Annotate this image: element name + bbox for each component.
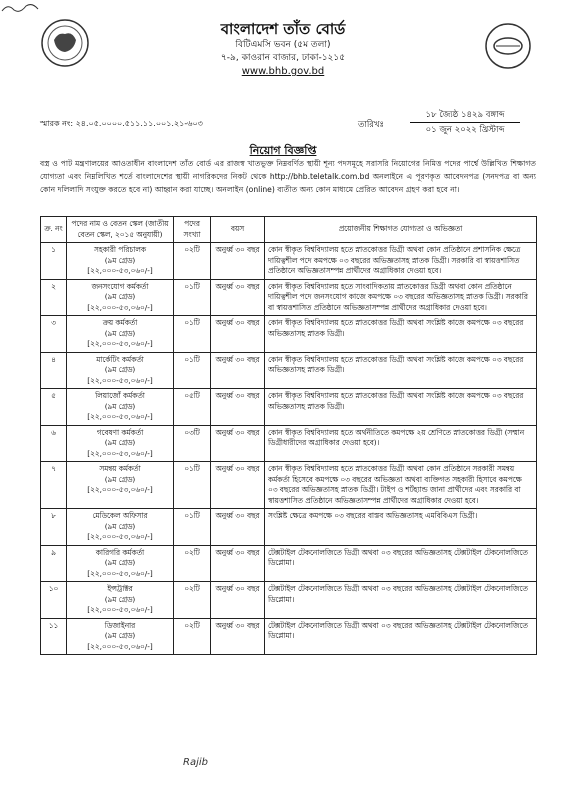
cell-age: অনুর্ধ্ব ৩০ বছর — [211, 462, 265, 509]
post-grade: (৯ম গ্রেড) — [104, 631, 136, 640]
date-label: তারিখঃ — [358, 120, 385, 130]
post-grade: (৯ম গ্রেড) — [104, 365, 136, 374]
post-grade: (৯ম গ্রেড) — [104, 292, 136, 301]
cell-serial: ৯ — [41, 545, 67, 582]
cell-age: অনুর্ধ্ব ৩০ বছর — [211, 618, 265, 655]
table-row — [41, 425, 537, 462]
date-english: ০১ জুন ২০২২ খ্রিস্টাব্দ — [425, 125, 505, 135]
cell-count: ০১টি — [174, 509, 211, 546]
cell-serial: ৩ — [41, 316, 67, 353]
notice-title: নিয়োগ বিজ্ঞপ্তি — [249, 144, 317, 157]
date-block — [410, 108, 520, 137]
header-count: পদের সংখ্যা — [174, 217, 211, 243]
post-grade: (৯ম গ্রেড) — [104, 594, 136, 604]
cell-qualification: কোন স্বীকৃত বিশ্ববিদ্যালয় হতে স্নাতকোত্তর ডিগ্রী অথবা সংশ্লিষ্ট কাজে কমপক্ষে ০৩ বছরের অভিজ্ঞতাসহ স্নাতক ডিগ্রী। — [265, 352, 537, 389]
letterhead — [150, 20, 416, 78]
handloom-board-logo-icon — [484, 22, 532, 70]
org-name: বাংলাদেশ তাঁত বোর্ড — [220, 20, 346, 38]
cell-serial: ১০ — [41, 582, 67, 619]
cell-post — [67, 618, 174, 655]
cell-age: অনুর্ধ্ব ৩০ বছর — [211, 316, 265, 353]
cell-post — [67, 389, 174, 426]
cell-age: অনুর্ধ্ব ৩০ বছর — [211, 352, 265, 389]
table-row — [41, 462, 537, 509]
post-scale: [২২,০০০-৫৩,০৬০/-] — [87, 302, 153, 312]
table-row — [41, 279, 537, 316]
cell-serial: ৬ — [41, 425, 67, 462]
post-grade: (৯ম গ্রেড) — [104, 255, 136, 265]
table-row — [41, 618, 537, 655]
table-row — [41, 389, 537, 426]
notice-intro: বস্ত্র ও পাট মন্ত্রণালয়ের আওতাধীন বাংলাদেশ তাঁত বোর্ড এর রাজস্ব খাতভুক্ত নিম্নবর্ণিত স্থায়ী শূন্য পদসমূহে সরাসরি নিয়োগের নিমিত্ত পদের পার্শ্বে উল্লিখিত শিক্ষাগত যোগ্যতা এবং নিম্নলিখিত শর্তে বাংলাদেশের স্থায়ী নাগরিকদের নিকট থেকে http://bhb.teletalk.com.bd অনলাইনে এ পূরণকৃত আবেদনপত্র (সনদপত্র বা অন্য কোন দলিলাদি সংযুক্ত করতে হবে না) আহ্বান করা যাচ্ছে। অনলাইন (online) ব্যতীত অন্য কোন মাধ্যমে প্রেরিত আবেদন গ্রহণ করা হবে না। — [40, 159, 536, 194]
cell-age: অনুর্ধ্ব ৩০ বছর — [211, 279, 265, 316]
cell-post — [67, 509, 174, 546]
cell-count: ০১টি — [174, 462, 211, 509]
post-name: জনসংযোগ কর্মকর্তা — [91, 281, 149, 291]
cell-count: ০১টি — [174, 279, 211, 316]
cell-count: ০১টি — [174, 352, 211, 389]
cell-post — [67, 462, 174, 509]
table-row — [41, 582, 537, 619]
header-qualification: প্রয়োজনীয় শিক্ষাগত যোগ্যতা ও অভিজ্ঞতা — [265, 217, 537, 243]
cell-age: অনুর্ধ্ব ৩০ বছর — [211, 509, 265, 546]
table-row — [41, 316, 537, 353]
cell-qualification: টেক্সটাইল টেকনোলজিতে ডিগ্রী অথবা ০৩ বছরের অভিজ্ঞতাসহ টেক্সটাইল টেকনোলজিতে ডিপ্লোমা। — [265, 545, 537, 582]
cell-serial: ৮ — [41, 509, 67, 546]
post-scale: [২২,০০০-৫৩,০৬০/-] — [87, 568, 153, 578]
post-name: ডিজাইনার — [104, 620, 136, 630]
table-row — [41, 545, 537, 582]
cell-count: ০৫টি — [174, 389, 211, 426]
building-name: বিটিএমসি ভবন (৫ম তলা) — [235, 40, 331, 50]
post-scale: [২২,০০০-৫৩,০৬০/-] — [87, 412, 153, 421]
post-scale: [২২,০০০-৫৩,০৬০/-] — [87, 339, 153, 348]
cell-post — [67, 279, 174, 316]
header-post: পদের নাম ও বেতন স্কেল (জাতীয় বেতন স্কেল, ২০১৫ অনুযায়ী) — [67, 217, 174, 243]
cell-qualification: সংশ্লিষ্ট ক্ষেত্রে কমপক্ষে ০৩ বছরের বাস্তব অভিজ্ঞতাসহ এমবিবিএস ডিগ্রী। — [265, 509, 537, 546]
post-name: মার্কেটিং কর্মকর্তা — [96, 354, 144, 364]
cell-count: ০৩টি — [174, 425, 211, 462]
post-name: মেডিকেল অফিসার — [92, 511, 148, 520]
cell-serial: ৪ — [41, 352, 67, 389]
post-name: ক্রয় কর্মকর্তা — [102, 318, 138, 327]
cell-serial: ২ — [41, 279, 67, 316]
cell-serial: ১১ — [41, 618, 67, 655]
cell-age: অনুর্ধ্ব ৩০ বছর — [211, 582, 265, 619]
post-grade: (৯ম গ্রেড) — [104, 438, 136, 447]
table-row — [41, 352, 537, 389]
post-grade: (৯ম গ্রেড) — [104, 401, 136, 411]
post-grade: (৯ম গ্রেড) — [104, 558, 136, 567]
table-header-row — [41, 217, 537, 243]
vacancy-table — [40, 216, 537, 655]
post-name: ইন্সট্রাক্টর — [107, 584, 133, 593]
post-scale: [২২,০০০-৫৩,০৬০/-] — [87, 485, 153, 494]
cell-count: ০২টি — [174, 243, 211, 280]
post-grade: (৯ম গ্রেড) — [104, 328, 136, 338]
cell-serial: ৭ — [41, 462, 67, 509]
cell-qualification: কোন স্বীকৃত বিশ্ববিদ্যালয় হতে স্নাতকোত্তর ডিগ্রী অথবা কোন প্রতিষ্ঠানে সরকারী সমন্বয় কর্মকর্তা হিসেবে কমপক্ষে ০৩ বছরের অভিজ্ঞতা অথবা ব্যক্তিগত সহকারী হিসাবে কমপক্ষে ০৩ বছরের অভিজ্ঞতাসহ স্নাতক ডিগ্রী। টাইপ ও শর্টহ্যান্ড জানা প্রার্থীদের এবং সরকারি বা স্বায়ত্তশাসিত প্রতিষ্ঠানে অভিজ্ঞতাসম্পন্ন প্রার্থীদের অগ্রাধিকার দেওয়া হবে। — [265, 462, 537, 509]
cell-qualification: কোন স্বীকৃত বিশ্ববিদ্যালয় হতে সাংবাদিকতায় স্নাতকোত্তর ডিগ্রী অথবা কোন প্রতিষ্ঠানে দায়িত্বশীল পদে জনসংযোগ কাজে কমপক্ষে ০৩ বছরের অভিজ্ঞতাসহ স্নাতক ডিগ্রী। সরকারি বা স্বায়ত্তশাসিত প্রতিষ্ঠানে অভিজ্ঞতাসম্পন্ন প্রার্থীদের অগ্রাধিকার দেওয়া হবে। — [265, 279, 537, 316]
cell-qualification: কোন স্বীকৃত বিশ্ববিদ্যালয় হতে স্নাতকোত্তর ডিগ্রী অথবা সংশ্লিষ্ট কাজে কমপক্ষে ০৩ বছরের অভিজ্ঞতাসহ স্নাতক ডিগ্রী। — [265, 389, 537, 426]
website-link[interactable]: www.bhb.gov.bd — [241, 66, 325, 77]
date-bangla: ১৮ জ্যৈষ্ঠ ১৪২৯ বঙ্গাব্দ — [410, 108, 520, 123]
cell-age: অনুর্ধ্ব ৩০ বছর — [211, 425, 265, 462]
cell-count: ০২টি — [174, 618, 211, 655]
cell-post — [67, 425, 174, 462]
cell-post — [67, 243, 174, 280]
post-scale: [২২,০০০-৫৩,০৬০/-] — [87, 448, 153, 458]
post-scale: [২২,০০০-৫৩,০৬০/-] — [87, 605, 153, 614]
cell-qualification: কোন স্বীকৃত বিশ্ববিদ্যালয় হতে স্নাতকোত্তর ডিগ্রী অথবা কোন প্রতিষ্ঠানে প্রশাসনিক ক্ষেত্রে দায়িত্বশীল পদে কমপক্ষে ০৩ বছরের অভিজ্ঞতাসহ স্নাতক ডিগ্রী। সরকারি বা স্বায়ত্তশাসিত প্রতিষ্ঠানে অভিজ্ঞতাসম্পন্ন প্রার্থীদের অগ্রাধিকার দেওয়া হবে। — [265, 243, 537, 280]
cell-qualification: টেক্সটাইল টেকনোলজিতে ডিগ্রী অথবা ০৩ বছরের অভিজ্ঞতাসহ টেক্সটাইল টেকনোলজিতে ডিপ্লোমা। — [265, 582, 537, 619]
signature-right-mark — [0, 1, 40, 15]
cell-count: ০২টি — [174, 545, 211, 582]
post-grade: (৯ম গ্রেড) — [104, 521, 136, 531]
cell-count: ০১টি — [174, 316, 211, 353]
post-scale: [২২,০০০-৫৩,০৬০/-] — [87, 532, 153, 541]
cell-post — [67, 582, 174, 619]
post-name: গবেষণা কর্মকর্তা — [96, 427, 144, 437]
cell-serial: ৫ — [41, 389, 67, 426]
post-name: কারিগরি কর্মকর্তা — [95, 547, 145, 557]
cell-count: ০২টি — [174, 582, 211, 619]
post-grade: (৯ম গ্রেড) — [104, 474, 136, 484]
cell-age: অনুর্ধ্ব ৩০ বছর — [211, 243, 265, 280]
header-age: বয়স — [211, 217, 265, 243]
cell-serial: ১ — [41, 243, 67, 280]
post-name: সমন্বয় কর্মকর্তা — [99, 464, 141, 473]
cell-post — [67, 352, 174, 389]
cell-qualification: কোন স্বীকৃত বিশ্ববিদ্যালয় হতে অর্থনীতিতে কমপক্ষে ২য় শ্রেণিতে স্নাতকোত্তর ডিগ্রী (সম্মান ডিগ্রীধারীদের অগ্রাধিকার দেওয়া হবে)। — [265, 425, 537, 462]
signature-left: Rajib — [183, 757, 208, 768]
bangladesh-govt-emblem-icon — [40, 18, 90, 68]
post-name: সহকারী পরিচালক — [94, 245, 146, 254]
address: ৭-৯, কাওরান বাজার, ঢাকা-১২১৫ — [220, 53, 346, 63]
cell-qualification: টেক্সটাইল টেকনোলজিতে ডিগ্রী অথবা ০৩ বছরের অভিজ্ঞতাসহ টেক্সটাইল টেকনোলজিতে ডিপ্লোমা। — [265, 618, 537, 655]
post-name: লিয়াজোঁ কর্মকর্তা — [95, 391, 145, 400]
cell-age: অনুর্ধ্ব ৩০ বছর — [211, 545, 265, 582]
table-row — [41, 509, 537, 546]
cell-age: অনুর্ধ্ব ৩০ বছর — [211, 389, 265, 426]
post-scale: [২২,০০০-৫৩,০৬০/-] — [87, 641, 153, 651]
memo-number: স্মারক নং: ২৪.০৫.০০০০.৫১১.১১.০০১.২১-৬০৩ — [40, 119, 203, 128]
table-row — [41, 243, 537, 280]
cell-post — [67, 545, 174, 582]
cell-post — [67, 316, 174, 353]
cell-qualification: কোন স্বীকৃত বিশ্ববিদ্যালয় হতে স্নাতকোত্তর ডিগ্রী অথবা সংশ্লিষ্ট কাজে কমপক্ষে ০৩ বছরের অভিজ্ঞতাসহ স্নাতক ডিগ্রী। — [265, 316, 537, 353]
post-scale: [২২,০০০-৫৩,০৬০/-] — [87, 375, 153, 385]
header-serial: ক্র. নং — [41, 217, 67, 243]
post-scale: [২২,০০০-৫৩,০৬০/-] — [87, 266, 153, 275]
